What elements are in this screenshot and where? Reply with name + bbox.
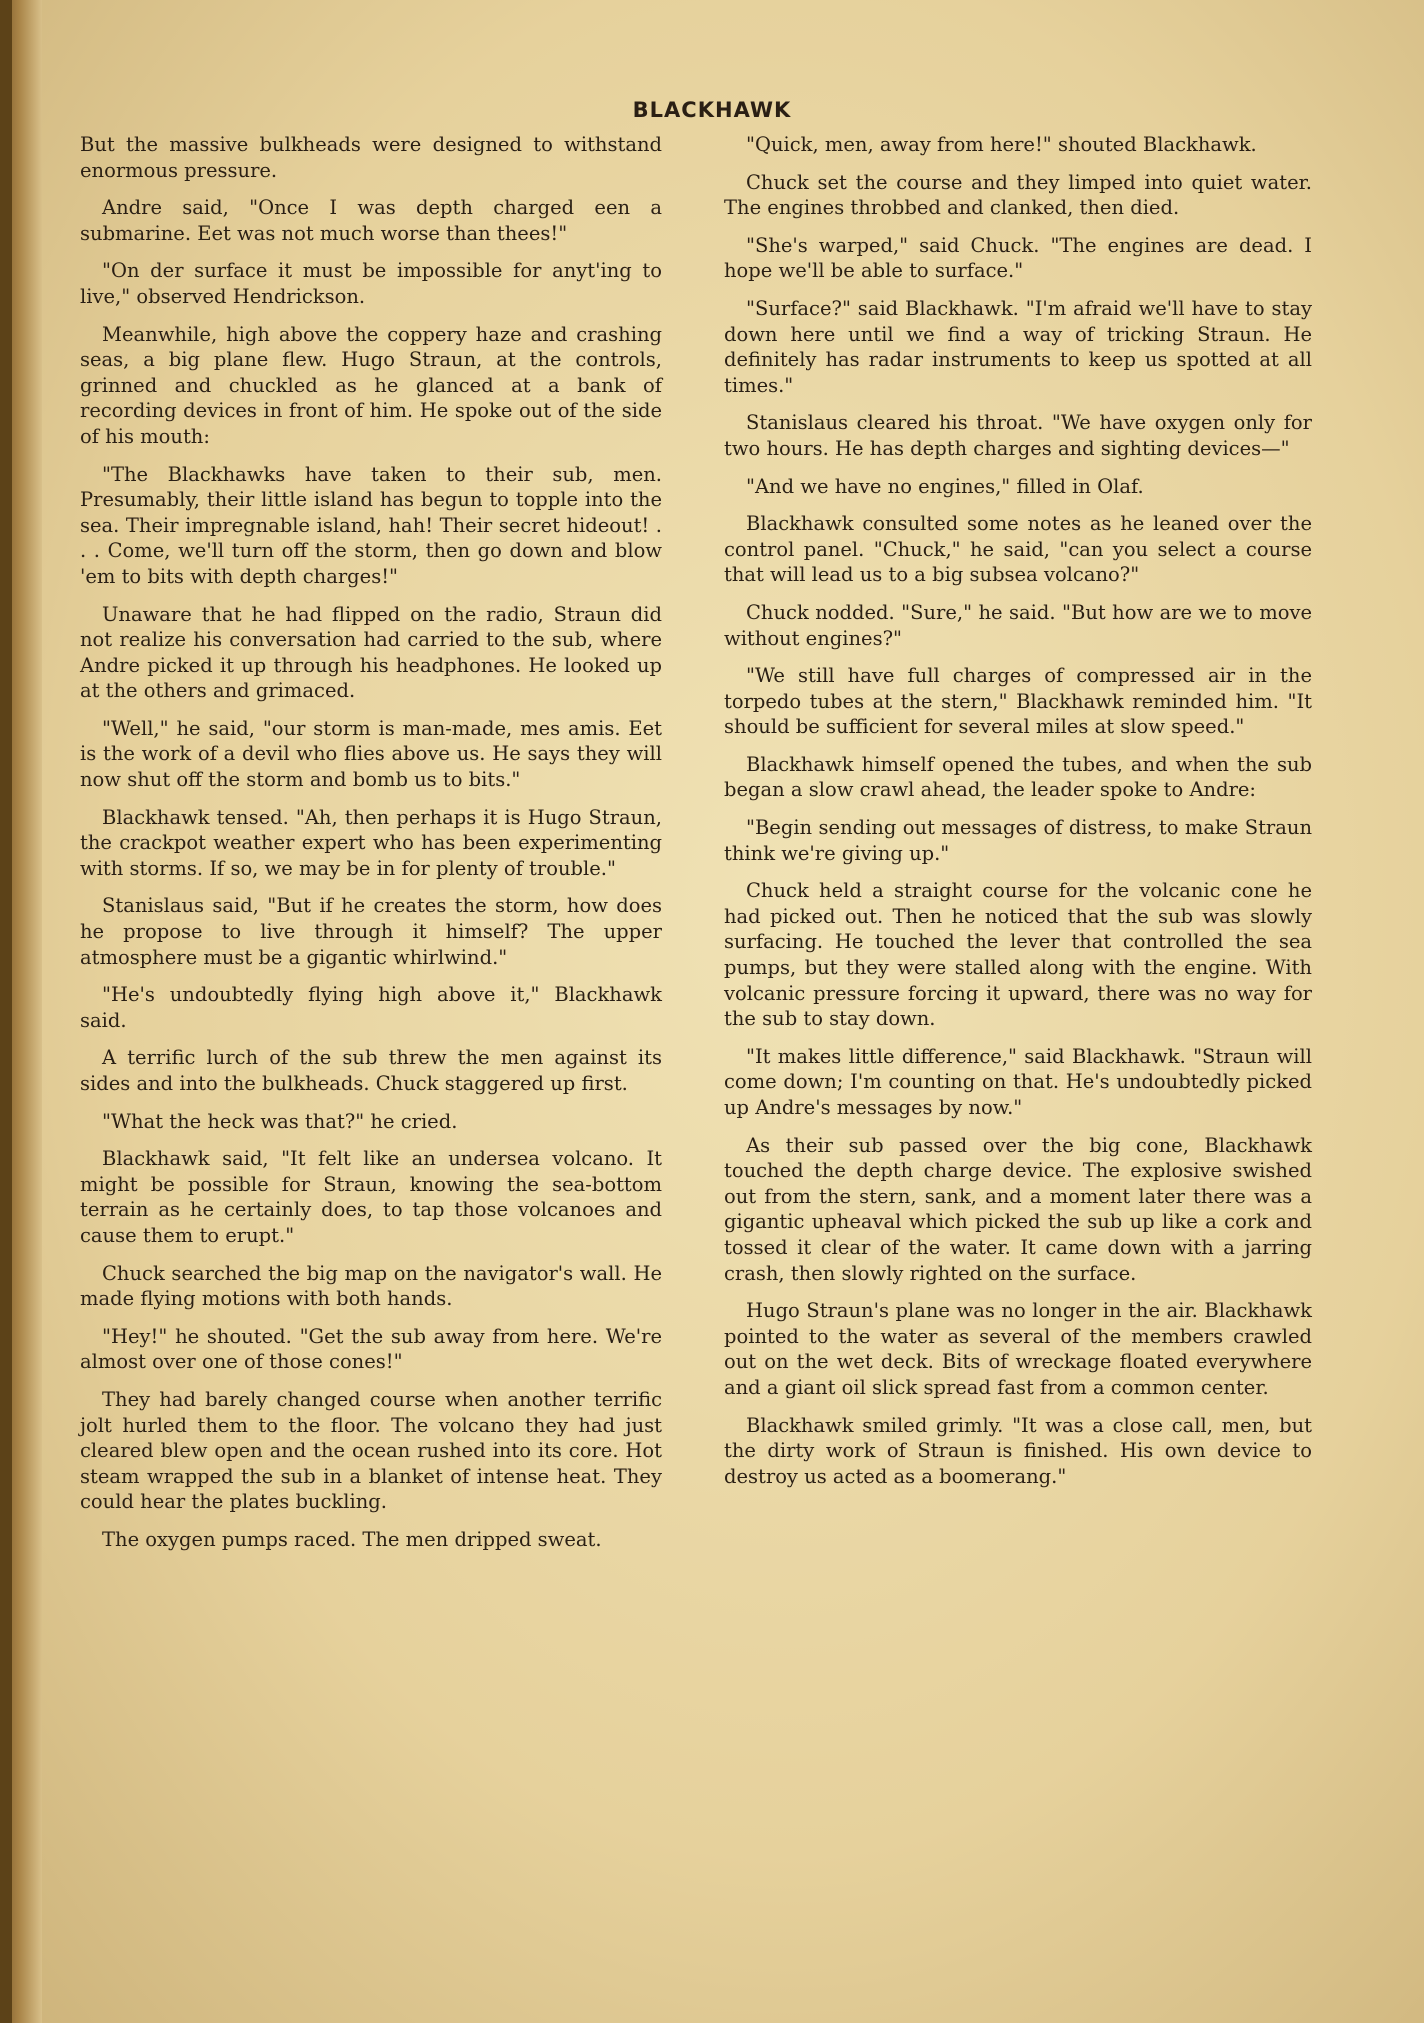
- paragraph: "Begin sending out messages of distress, to make Straun think we're giving up.": [724, 816, 1312, 865]
- left-text-column: [80, 132, 662, 1565]
- paragraph: Chuck searched the big map on the navigator's wall. He made flying motions with both hands.: [80, 1261, 662, 1311]
- paragraph: "And we have no engines," filled in Olaf.: [746, 474, 1144, 498]
- paragraph: "It makes little difference," said Blackhawk. "Straun will come down; I'm counting on that. He's undoubtedly picked up Andre's messages by now.": [724, 1044, 1312, 1119]
- paragraph: "Hey!" he shouted. "Get the sub away from here. We're almost over one of those cones!": [80, 1324, 662, 1374]
- paragraph: Chuck set the course and they limped into quiet water. The engines throbbed and clanked, then died.: [724, 170, 1312, 220]
- paragraph: Blackhawk said, "It felt like an undersea volcano. It might be possible for Straun, knowing the sea-bottom terrain as he certainly does, to tap those volcanoes and cause them to erupt.": [80, 1147, 662, 1247]
- paragraph: A terrific lurch of the sub threw the men against its sides and into the bulkheads. Chuck staggered up first.: [80, 1046, 662, 1095]
- paragraph: As their sub passed over the big cone, Blackhawk touched the depth charge device. The explosive swished out from the stern, sank, and a moment later there was a gigantic upheaval which picked the sub up like a cork and tossed it clear of the water. It came down with a jarring crash, then slowly righted on the surface.: [724, 1133, 1312, 1285]
- paragraph: They had barely changed course when another terrific jolt hurled them to the floor. The volcano they had just cleared blew open and the ocean rushed into its core. Hot steam wrapped the sub in a blanket of intense heat. They could hear the plates buckling.: [80, 1387, 662, 1514]
- paragraph: Chuck nodded. "Sure," he said. "But how are we to move without engines?": [724, 600, 1312, 650]
- paragraph: Blackhawk himself opened the tubes, and when the sub began a slow crawl ahead, the leader spoke to Andre:: [724, 752, 1312, 802]
- paragraph: Stanislaus cleared his throat. "We have oxygen only for two hours. He has depth charges and sighting devices—": [724, 411, 1312, 460]
- paragraph: Andre said, "Once I was depth charged een a submarine. Eet was not much worse than thees!": [80, 196, 662, 245]
- paragraph: "Surface?" said Blackhawk. "I'm afraid we'll have to stay down here until we find a way of tricking Straun. He definitely has radar instruments to keep us spotted at all times.": [724, 296, 1312, 397]
- paragraph: "On der surface it must be impossible for anyt'ing to live," observed Hendrickson.: [80, 259, 662, 308]
- paragraph: Chuck held a straight course for the volcanic cone he had picked out. Then he noticed that the sub was slowly surfacing. He touched the lever that controlled the sea pumps, but they were stalled along with the engine. With volcanic pressure forcing it upward, there was no way for the sub to stay down.: [724, 879, 1312, 1031]
- paragraph: Blackhawk tensed. "Ah, then perhaps it is Hugo Straun, the crackpot weather expert who has been experimenting with storms. If so, we may be in for plenty of trouble.": [80, 805, 662, 880]
- paragraph: Unaware that he had flipped on the radio, Straun did not realize his conversation had carried to the sub, where Andre picked it up through his headphones. He looked up at the others and grimaced.: [80, 602, 662, 703]
- paragraph: Stanislaus said, "But if he creates the storm, how does he propose to live through it himself? The upper atmosphere must be a gigantic whirlwind.": [80, 894, 662, 969]
- paragraph: Hugo Straun's plane was no longer in the air. Blackhawk pointed to the water as several of the members crawled out on the wet deck. Bits of wreckage floated everywhere and a giant oil slick spread fast from a common center.: [724, 1299, 1312, 1399]
- paragraph: "The Blackhawks have taken to their sub, men. Presumably, their little island has begun to topple into the sea. Their impregnable island, hah! Their secret hideout! . . . Come, we'll turn off the storm, then go down and blow 'em to bits with depth charges!": [80, 462, 662, 588]
- paragraph: "Well," he said, "our storm is man-made, mes amis. Eet is the work of a devil who flies above us. He says they will now shut off the storm and bomb us to bits.": [80, 716, 662, 792]
- paragraph: But the massive bulkheads were designed to withstand enormous pressure.: [80, 133, 662, 182]
- page-binding-edge: [0, 0, 12, 2023]
- paragraph: "She's warped," said Chuck. "The engines are dead. I hope we'll be able to surface.": [724, 233, 1312, 283]
- running-header: BLACKHAWK: [632, 98, 792, 122]
- paragraph: Meanwhile, high above the coppery haze and crashing seas, a big plane flew. Hugo Straun, at the controls, grinned and chuckled as he glanced at a bank of recording devices in front of him. He spoke out of the side of his mouth:: [80, 322, 662, 448]
- paragraph: Blackhawk smiled grimly. "It was a close call, men, but the dirty work of Straun is finished. His own device to destroy us acted as a boomerang.": [724, 1413, 1312, 1488]
- right-text-column: [724, 132, 1312, 1501]
- paragraph: "We still have full charges of compressed air in the torpedo tubes at the stern," Blackhawk reminded him. "It should be sufficient for several miles at slow speed.": [724, 664, 1312, 739]
- paragraph: "He's undoubtedly flying high above it," Blackhawk said.: [80, 983, 662, 1032]
- paragraph: "What the heck was that?" he cried.: [102, 1109, 458, 1133]
- paragraph: "Quick, men, away from here!" shouted Blackhawk.: [746, 133, 1257, 156]
- paragraph: The oxygen pumps raced. The men dripped sweat.: [102, 1527, 602, 1551]
- paragraph: Blackhawk consulted some notes as he leaned over the control panel. "Chuck," he said, "can you select a course that will lead us to a big subsea volcano?": [724, 512, 1312, 587]
